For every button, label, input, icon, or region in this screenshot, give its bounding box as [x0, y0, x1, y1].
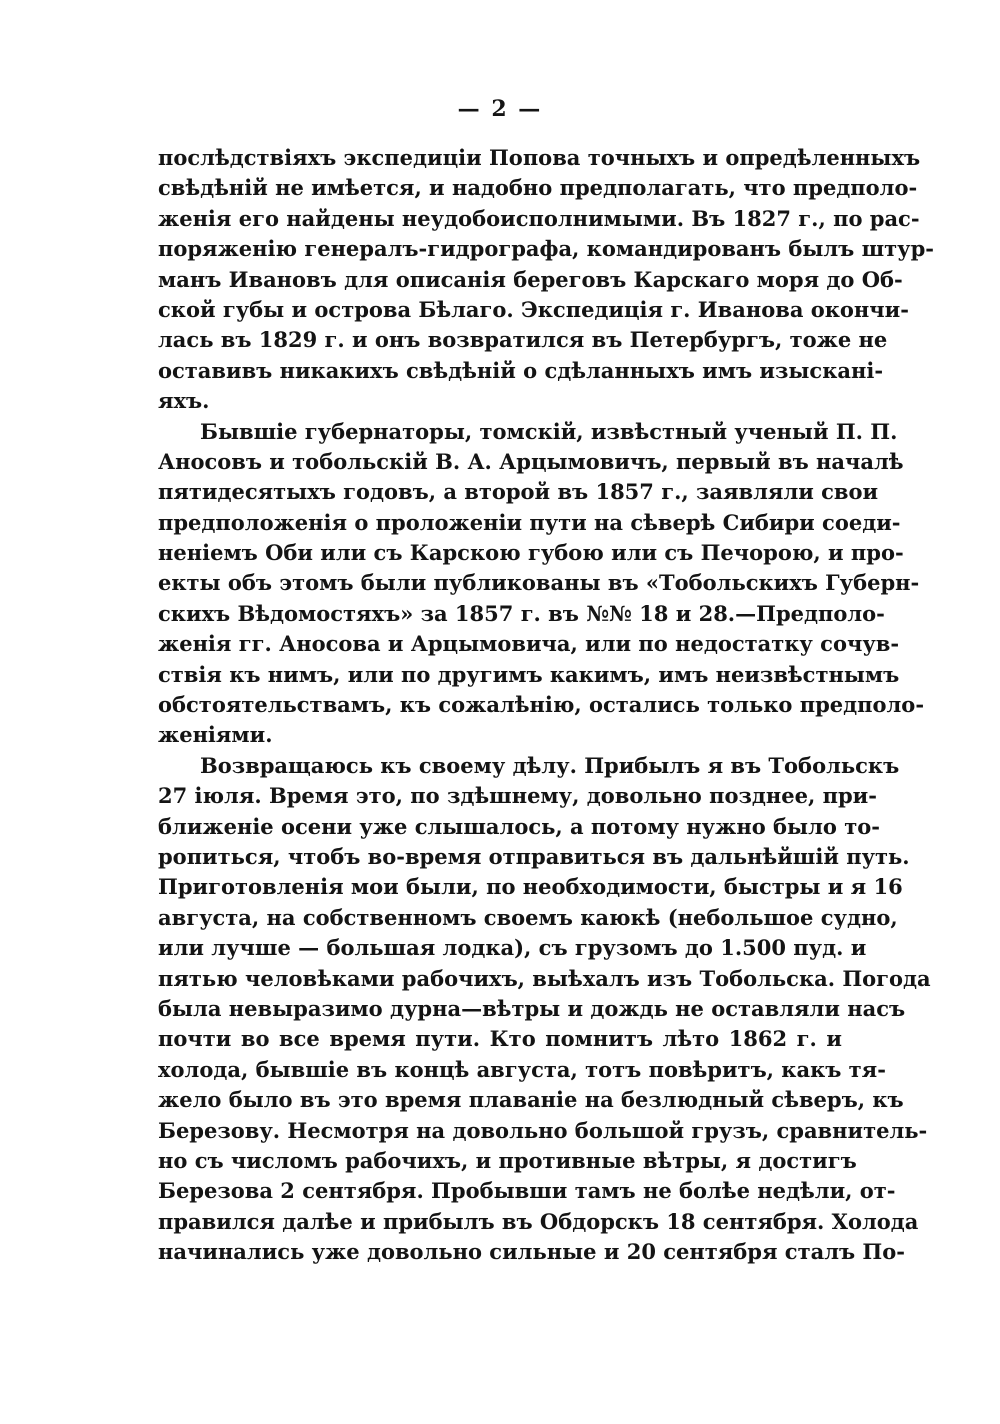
text-line: или лучше — большая лодка), съ грузомъ до 1.500 пуд. и [158, 935, 867, 961]
text-line: Бывшіе губернаторы, томскій, извѣстный ученый П. П. [200, 418, 898, 444]
text-line: предположенія о проложеніи пути на сѣверѣ Сибири соеди- [158, 509, 901, 535]
text-line: 27 іюля. Время это, по здѣшнему, довольно позднее, при- [158, 783, 877, 809]
paragraph [158, 143, 935, 417]
text-line: манъ Ивановъ для описанія береговъ Карскаго моря до Об- [158, 266, 903, 292]
text-line: но съ числомъ рабочихъ, и противные вѣтры, я достигъ [158, 1147, 857, 1173]
text-line: ской губы и острова Бѣлаго. Экспедиція г. Иванова окончи- [158, 296, 909, 322]
text-line: ропиться, чтобъ во-время отправиться въ дальнѣйшій путь. [158, 843, 910, 869]
text-line: послѣдствіяхъ экспедиціи Попова точныхъ и опредѣленныхъ [158, 145, 921, 170]
text-line: женія его найдены неудобоисполнимыми. Въ 1827 г., по рас- [158, 205, 920, 231]
text-line: поряженію генералъ-гидрографа, командированъ былъ штур- [158, 236, 935, 262]
body-text [158, 143, 935, 1267]
text-line: пятью человѣками рабочихъ, выѣхалъ изъ Тобольска. Погода [158, 965, 931, 991]
text-line: правился далѣе и прибылъ въ Обдорскъ 18 сентября. Холода [158, 1208, 919, 1234]
paragraph [158, 417, 925, 751]
text-line: свѣдѣній не имѣется, и надобно предполагать, что предполо- [158, 175, 918, 201]
text-line: Березову. Несмотря на довольно большой грузъ, сравнитель- [158, 1117, 928, 1143]
text-line: Аносовъ и тобольскій В. А. Арцымовичъ, первый въ началѣ [158, 448, 904, 474]
page-number: — 2 — [457, 96, 543, 122]
text-line: Березова 2 сентября. Пробывши тамъ не болѣе недѣли, от- [158, 1178, 896, 1204]
text-line: оставивъ никакихъ свѣдѣній о сдѣланныхъ имъ изысканi- [158, 357, 884, 383]
text-line: была невыразимо дурна—вѣтры и дождь не оставляли насъ [158, 995, 906, 1021]
text-line: неніемъ Оби или съ Карскою губою или съ Печорою, и про- [158, 540, 904, 566]
text-line: Приготовленія мои были, по необходимости, быстры и я 16 [158, 874, 903, 900]
text-line: августа, на собственномъ своемъ каюкѣ (небольшое судно, [158, 904, 898, 930]
text-line: обстоятельствамъ, къ сожалѣнію, остались только предполо- [158, 692, 925, 718]
text-line: жело было въ это время плаваніе на безлюдный сѣверъ, къ [158, 1087, 904, 1113]
text-line: Возвращаюсь къ своему дѣлу. Прибылъ я въ Тобольскъ [200, 752, 900, 778]
text-line: скихъ Вѣдомостяхъ» за 1857 г. въ №№ 18 и 28.—Предполо- [158, 600, 885, 626]
text-line: екты объ этомъ были публикованы въ «Тобольскихъ Губерн- [158, 570, 920, 596]
text-line: почти во все время пути. Кто помнитъ лѣто 1862 г. и [158, 1026, 842, 1052]
text-line: лась въ 1829 г. и онъ возвратился въ Петербургъ, тоже не [158, 327, 888, 353]
text-line: яхъ. [158, 388, 210, 414]
text-line: женіями. [158, 722, 273, 748]
text-line: начинались уже довольно сильные и 20 сентября сталъ По- [158, 1239, 905, 1265]
paragraph [158, 751, 931, 1268]
text-line: ствія къ нимъ, или по другимъ какимъ, имъ неизвѣстнымъ [158, 661, 900, 687]
text-line: холода, бывшіе въ концѣ августа, тотъ повѣритъ, какъ тя- [158, 1056, 886, 1082]
text-line: женія гг. Аносова и Арцымовича, или по недостатку сочув- [158, 631, 900, 657]
text-line: пятидесятыхъ годовъ, а второй въ 1857 г., заявляли свои [158, 479, 879, 505]
text-line: ближеніе осени уже слышалось, а потому нужно было то- [158, 813, 880, 839]
